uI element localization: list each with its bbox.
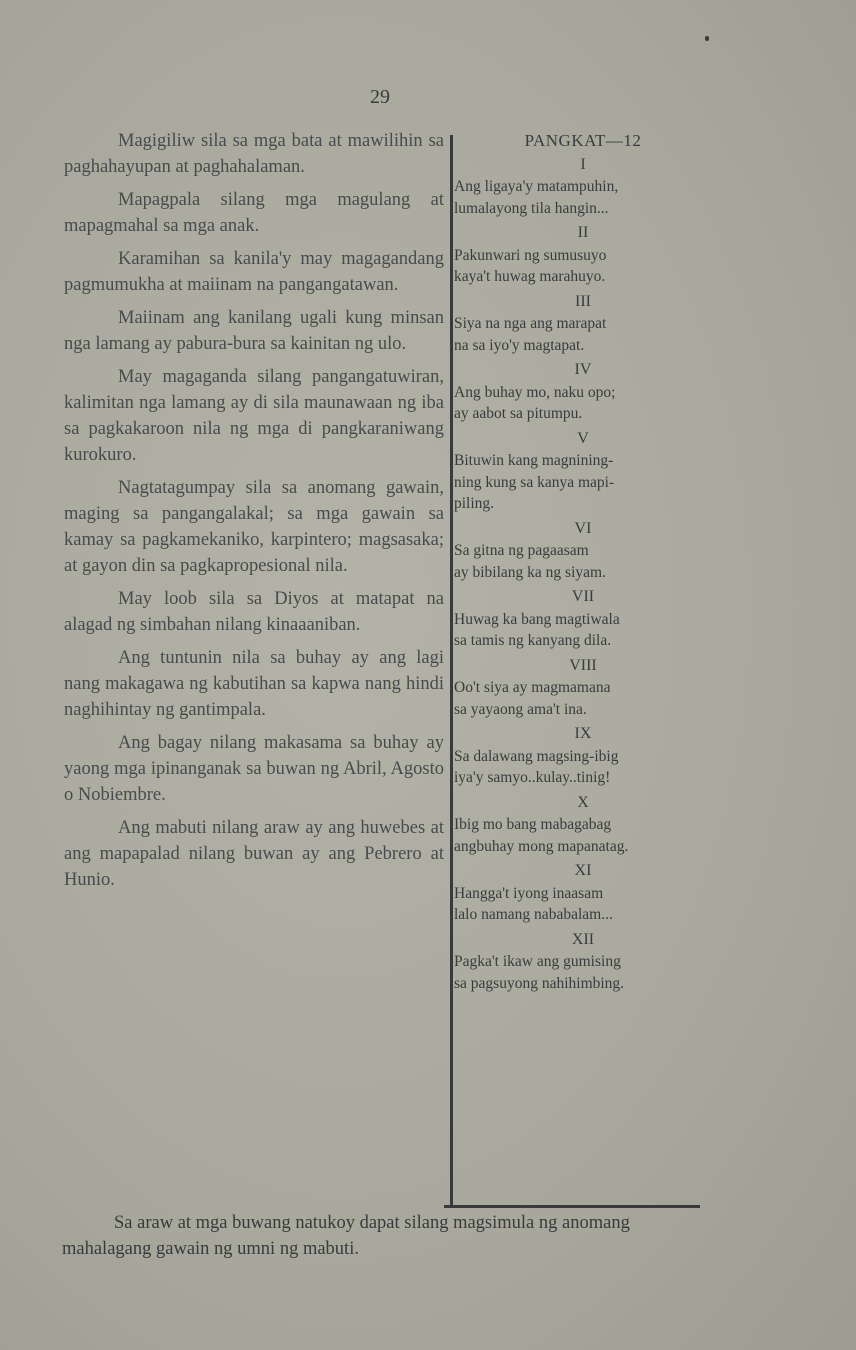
right-column bbox=[454, 130, 712, 997]
stanza-line: Ibig mo bang mabagabag bbox=[454, 816, 612, 833]
stanza-numeral: IV bbox=[574, 361, 592, 378]
paragraph: Ang tuntunin nila sa buhay ay ang lagi nang makagawa ng kabutihan sa kapwa nang hindi naghihintay ng gantimpala. bbox=[64, 648, 444, 720]
stanza bbox=[454, 428, 712, 515]
stanza bbox=[454, 359, 712, 425]
ink-speck bbox=[705, 36, 709, 41]
stanza bbox=[454, 792, 712, 858]
stanza-numeral: IX bbox=[574, 725, 592, 742]
stanza-numeral: VI bbox=[574, 519, 592, 537]
stanza-line: lalo namang nababalam... bbox=[454, 906, 613, 923]
stanza bbox=[454, 860, 712, 926]
stanza bbox=[454, 154, 712, 220]
stanza-numeral: XI bbox=[574, 862, 592, 879]
stanza-line: Siya na nga ang marapat bbox=[454, 315, 607, 332]
paragraph: Magigiliw sila sa mga bata at mawilihin sa paghahayupan at paghahalaman. bbox=[64, 131, 444, 177]
stanza-line: Sa gitna ng pagaasam bbox=[454, 542, 589, 559]
stanza-line: Ang buhay mo, naku opo; bbox=[454, 383, 616, 401]
stanza bbox=[454, 586, 712, 652]
stanza-line: Oo't siya ay magmamana bbox=[454, 679, 611, 696]
stanza bbox=[454, 655, 712, 721]
paragraph: May loob sila sa Diyos at matapat na alagad ng simbahan nilang kinaaaniban. bbox=[64, 589, 444, 635]
stanza-line: kaya't huwag marahuyo. bbox=[454, 268, 606, 285]
stanza-line: sa yayaong ama't ina. bbox=[454, 700, 587, 718]
page-number: 29 bbox=[370, 86, 390, 108]
paragraph: Karamihan sa kanila'y may magagandang pagmumukha at maiinam na pangangatawan. bbox=[64, 249, 444, 295]
stanza-line: Hangga't iyong inaasam bbox=[454, 884, 604, 902]
footer-text: Sa araw at mga buwang natukoy dapat silang magsimula ng anomang mahalagang gawain ng umni ng mabuti. bbox=[62, 1213, 630, 1259]
stanza-numeral: VII bbox=[571, 588, 595, 605]
stanza-line: Pakunwari ng sumusuyo bbox=[454, 246, 607, 264]
stanza-line: Huwag ka bang magtiwala bbox=[454, 610, 620, 628]
footer-note bbox=[62, 1210, 722, 1262]
stanza-line: Ang ligaya'y matampuhin, bbox=[454, 178, 619, 195]
stanza-numeral: XII bbox=[571, 930, 595, 948]
stanza-line: iya'y samyo..kulay..tinig! bbox=[454, 769, 611, 786]
stanza-numeral: X bbox=[577, 793, 589, 811]
stanza-line: angbuhay mong mapanatag. bbox=[454, 837, 629, 855]
stanza-line: na sa iyo'y magtapat. bbox=[454, 336, 585, 354]
stanza-line: Bituwin kang magnining- bbox=[454, 452, 614, 469]
stanza-line: Pagka't ikaw ang gumising bbox=[454, 953, 621, 970]
stanza-numeral: VIII bbox=[569, 656, 597, 674]
section-heading: PANGKAT—12 bbox=[524, 131, 642, 150]
stanza-line: ay bibilang ka ng siyam. bbox=[454, 563, 606, 581]
column-divider bbox=[450, 135, 453, 1207]
paragraph: Mapagpala silang mga magulang at mapagmahal sa mga anak. bbox=[64, 190, 444, 236]
paragraph: Maiinam ang kanilang ugali kung minsan nga lamang ay pabura-bura sa kainitan ng ulo. bbox=[64, 308, 444, 354]
stanza-numeral: III bbox=[575, 292, 591, 310]
stanza-line: sa pagsuyong nahihimbing. bbox=[454, 974, 625, 992]
stanza-line: piling. bbox=[454, 495, 495, 512]
stanza-line: lumalayong tila hangin... bbox=[454, 199, 609, 217]
stanza-line: sa tamis ng kanyang dila. bbox=[454, 632, 612, 649]
stanza-line: ay aabot sa pitumpu. bbox=[454, 405, 583, 422]
horizontal-rule bbox=[444, 1205, 700, 1208]
stanza-numeral: I bbox=[580, 155, 586, 173]
stanza-numeral: V bbox=[577, 429, 589, 447]
left-column bbox=[64, 128, 444, 900]
stanza bbox=[454, 291, 712, 357]
paragraph: May magaganda silang pangangatuwiran, kalimitan nga lamang ay di sila maunawaan ng iba sa pagkakaroon nila ng mga di pangkaraniwang kurokuro. bbox=[64, 367, 444, 465]
stanza bbox=[454, 723, 712, 789]
paragraph: Nagtatagumpay sila sa anomang gawain, maging sa pangangalakal; sa mga gawain sa kamay sa pagkamekaniko, karpintero; magsasaka; at gayon din sa pagkapropesional nila. bbox=[64, 478, 444, 576]
paragraph: Ang mabuti nilang araw ay ang huwebes at ang mapapalad nilang buwan ay ang Pebrero at Hunio. bbox=[64, 818, 444, 890]
stanza-line: Sa dalawang magsing-ibig bbox=[454, 747, 619, 765]
paragraph: Ang bagay nilang makasama sa buhay ay yaong mga ipinanganak sa buwan ng Abril, Agosto o Nobiembre. bbox=[64, 733, 444, 805]
stanza-line: ning kung sa kanya mapi- bbox=[454, 473, 615, 491]
stanza bbox=[454, 929, 712, 995]
stanza-list bbox=[454, 154, 712, 995]
stanza bbox=[454, 222, 712, 288]
stanza bbox=[454, 518, 712, 584]
stanza-numeral: II bbox=[577, 224, 589, 241]
